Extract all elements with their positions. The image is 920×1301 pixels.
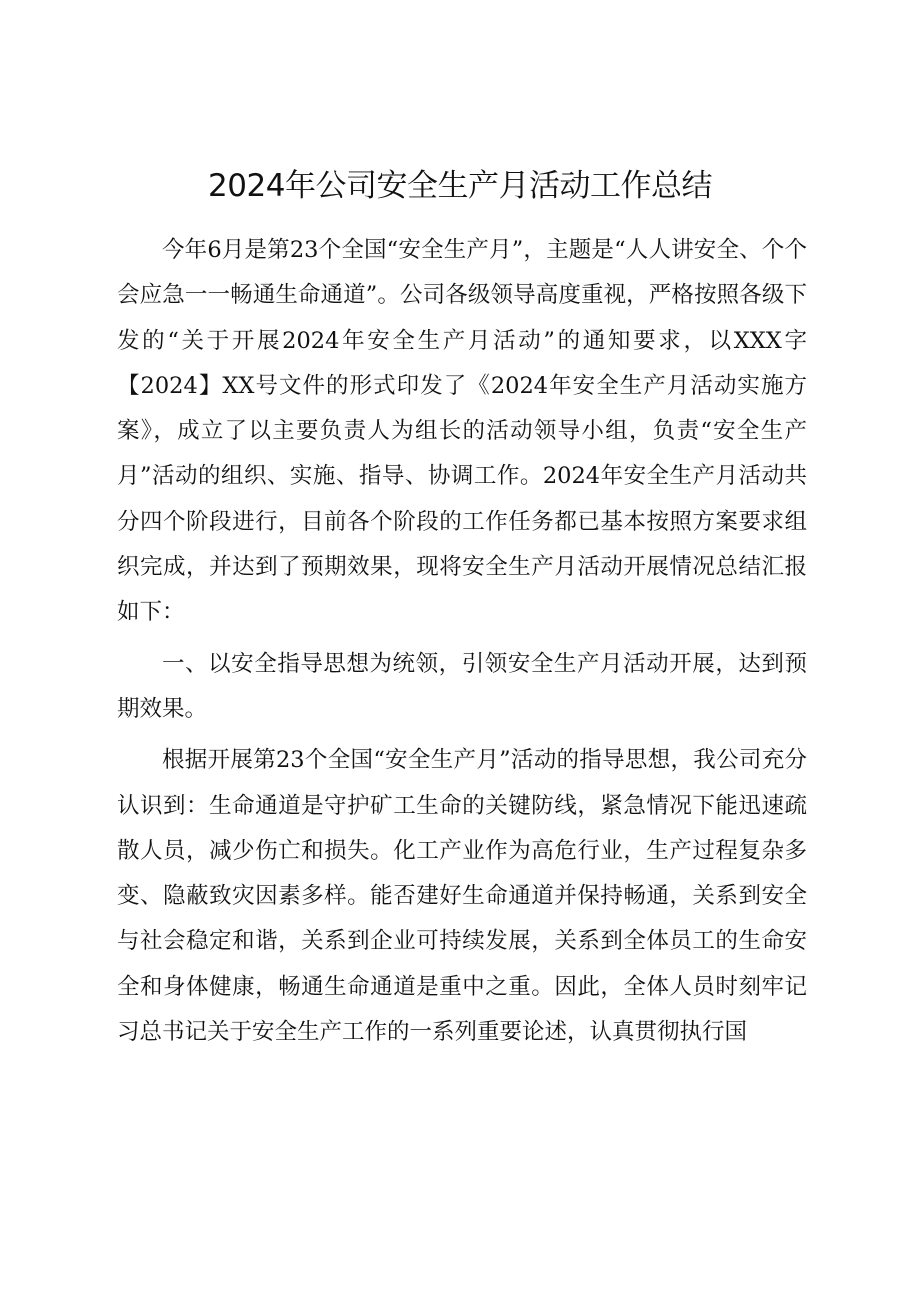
- intro-paragraph: 今年6月是第23个全国“安全生产月”，主题是“人人讲安全、个个会应急一一畅通生命通道”。公司各级领导高度重视，严格按照各级下发的“关于开展2024年安全生产月活动”的通知要求，以XXX字【2024】XX号文件的形式印发了《2024年安全生产月活动实施方案》，成立了以主要负责人为组长的活动领导小组，负责“安全生产月”活动的组织、实施、指导、协调工作。2024年安全生产月活动共分四个阶段进行，目前各个阶段的工作任务都已基本按照方案要求组织完成，并达到了预期效果，现将安全生产月活动开展情况总结汇报如下：: [117, 237, 807, 626]
- document-title: 2024年公司安全生产月活动工作总结: [208, 168, 712, 204]
- section-heading-1: 一、以安全指导思想为统领，引领安全生产月活动开展，达到预期效果。: [117, 650, 807, 722]
- document-body: [117, 228, 807, 1055]
- section-1-paragraph: 根据开展第23个全国“安全生产月”活动的指导思想，我公司充分认识到：生命通道是守护矿工生命的关键防线，紧急情况下能迅速疏散人员，减少伤亡和损失。化工产业作为高危行业，生产过程复杂多变、隐蔽致灾因素多样。能否建好生命通道并保持畅通，关系到安全与社会稳定和谐，关系到企业可持续发展，关系到全体员工的生命安全和身体健康，畅通生命通道是重中之重。因此，全体人员时刻牢记习总书记关于安全生产工作的一系列重要论述，认真贯彻执行国: [117, 747, 807, 1046]
